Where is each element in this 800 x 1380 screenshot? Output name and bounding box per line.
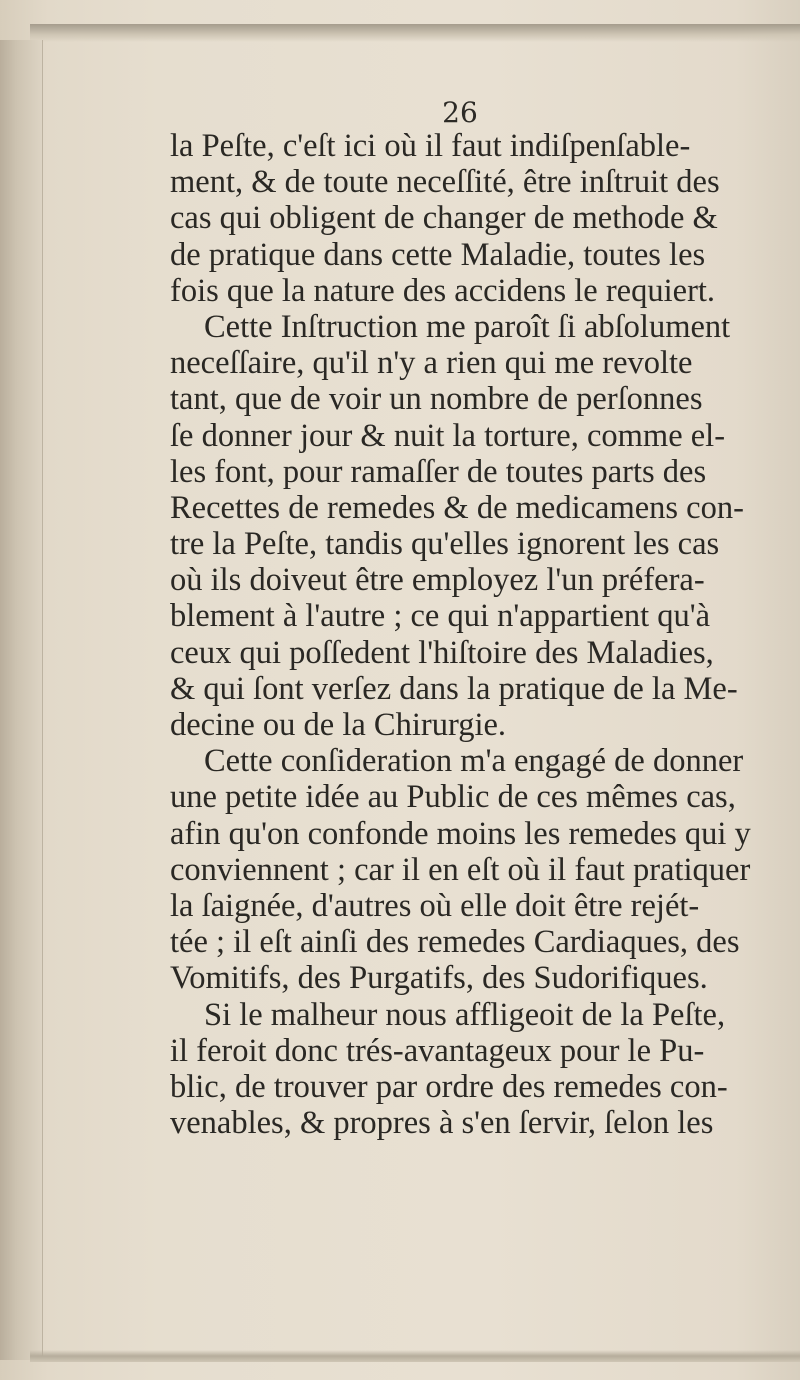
text-line: cas qui obligent de changer de methode & bbox=[170, 200, 718, 237]
page-top-edge bbox=[30, 24, 800, 42]
text-line: où ils doiveut être employez l'un préfera- bbox=[170, 562, 705, 599]
body-text bbox=[170, 128, 750, 1141]
text-line: ment, & de toute neceſſité, être inſtruit des bbox=[170, 164, 720, 201]
text-line: venables, & propres à s'en ſervir, ſelon les bbox=[170, 1105, 714, 1142]
text-line: tant, que de voir un nombre de perſonnes bbox=[170, 381, 703, 418]
text-line: les font, pour ramaſſer de toutes parts des bbox=[170, 453, 707, 490]
text-line: ceux qui poſſedent l'hiſtoire des Maladies, bbox=[170, 634, 714, 671]
paragraph-start-line: Cette conſideration m'a engagé de donner bbox=[204, 743, 744, 780]
text-line: il feroit donc trés-avantageux pour le Pu- bbox=[170, 1032, 705, 1069]
paragraph-start-line: Cette Inſtruction me paroît ſi abſolument bbox=[204, 308, 731, 345]
text-line: conviennent ; car il en eſt où il faut pratiquer bbox=[170, 851, 751, 888]
text-line: afin qu'on confonde moins les remedes qui y bbox=[170, 815, 751, 852]
text-line: & qui ſont verſez dans la pratique de la Me- bbox=[170, 670, 738, 707]
page-binding-edge bbox=[0, 40, 43, 1360]
text-line: la ſaignée, d'autres où elle doit être rejét- bbox=[170, 887, 700, 924]
text-line: Recettes de remedes & de medicamens con- bbox=[170, 489, 744, 526]
text-line: tée ; il eſt ainſi des remedes Cardiaques, des bbox=[170, 924, 740, 961]
text-line: neceſſaire, qu'il n'y a rien qui me revolte bbox=[170, 345, 693, 382]
text-line: fois que la nature des accidens le requiert. bbox=[170, 272, 716, 309]
page-number: 26 bbox=[442, 96, 478, 129]
paragraph-start-line: Si le malheur nous affligeoit de la Peſte, bbox=[204, 996, 726, 1033]
text-line: tre la Peſte, tandis qu'elles ignorent les cas bbox=[170, 526, 720, 563]
text-line: blement à l'autre ; ce qui n'appartient qu'à bbox=[170, 598, 711, 635]
text-line: blic, de trouver par ordre des remedes con- bbox=[170, 1068, 728, 1105]
text-line: la Peſte, c'eſt ici où il faut indiſpenſable- bbox=[170, 128, 691, 164]
text-line: de pratique dans cette Maladie, toutes les bbox=[170, 236, 706, 273]
text-line: Vomitifs, des Purgatifs, des Sudorifiques. bbox=[170, 960, 708, 997]
page-bottom-edge bbox=[30, 1350, 800, 1362]
text-line: decine ou de la Chirurgie. bbox=[170, 707, 507, 743]
text-line: ſe donner jour & nuit la torture, comme el- bbox=[170, 417, 726, 454]
text-line: une petite idée au Public de ces mêmes cas, bbox=[170, 779, 736, 816]
